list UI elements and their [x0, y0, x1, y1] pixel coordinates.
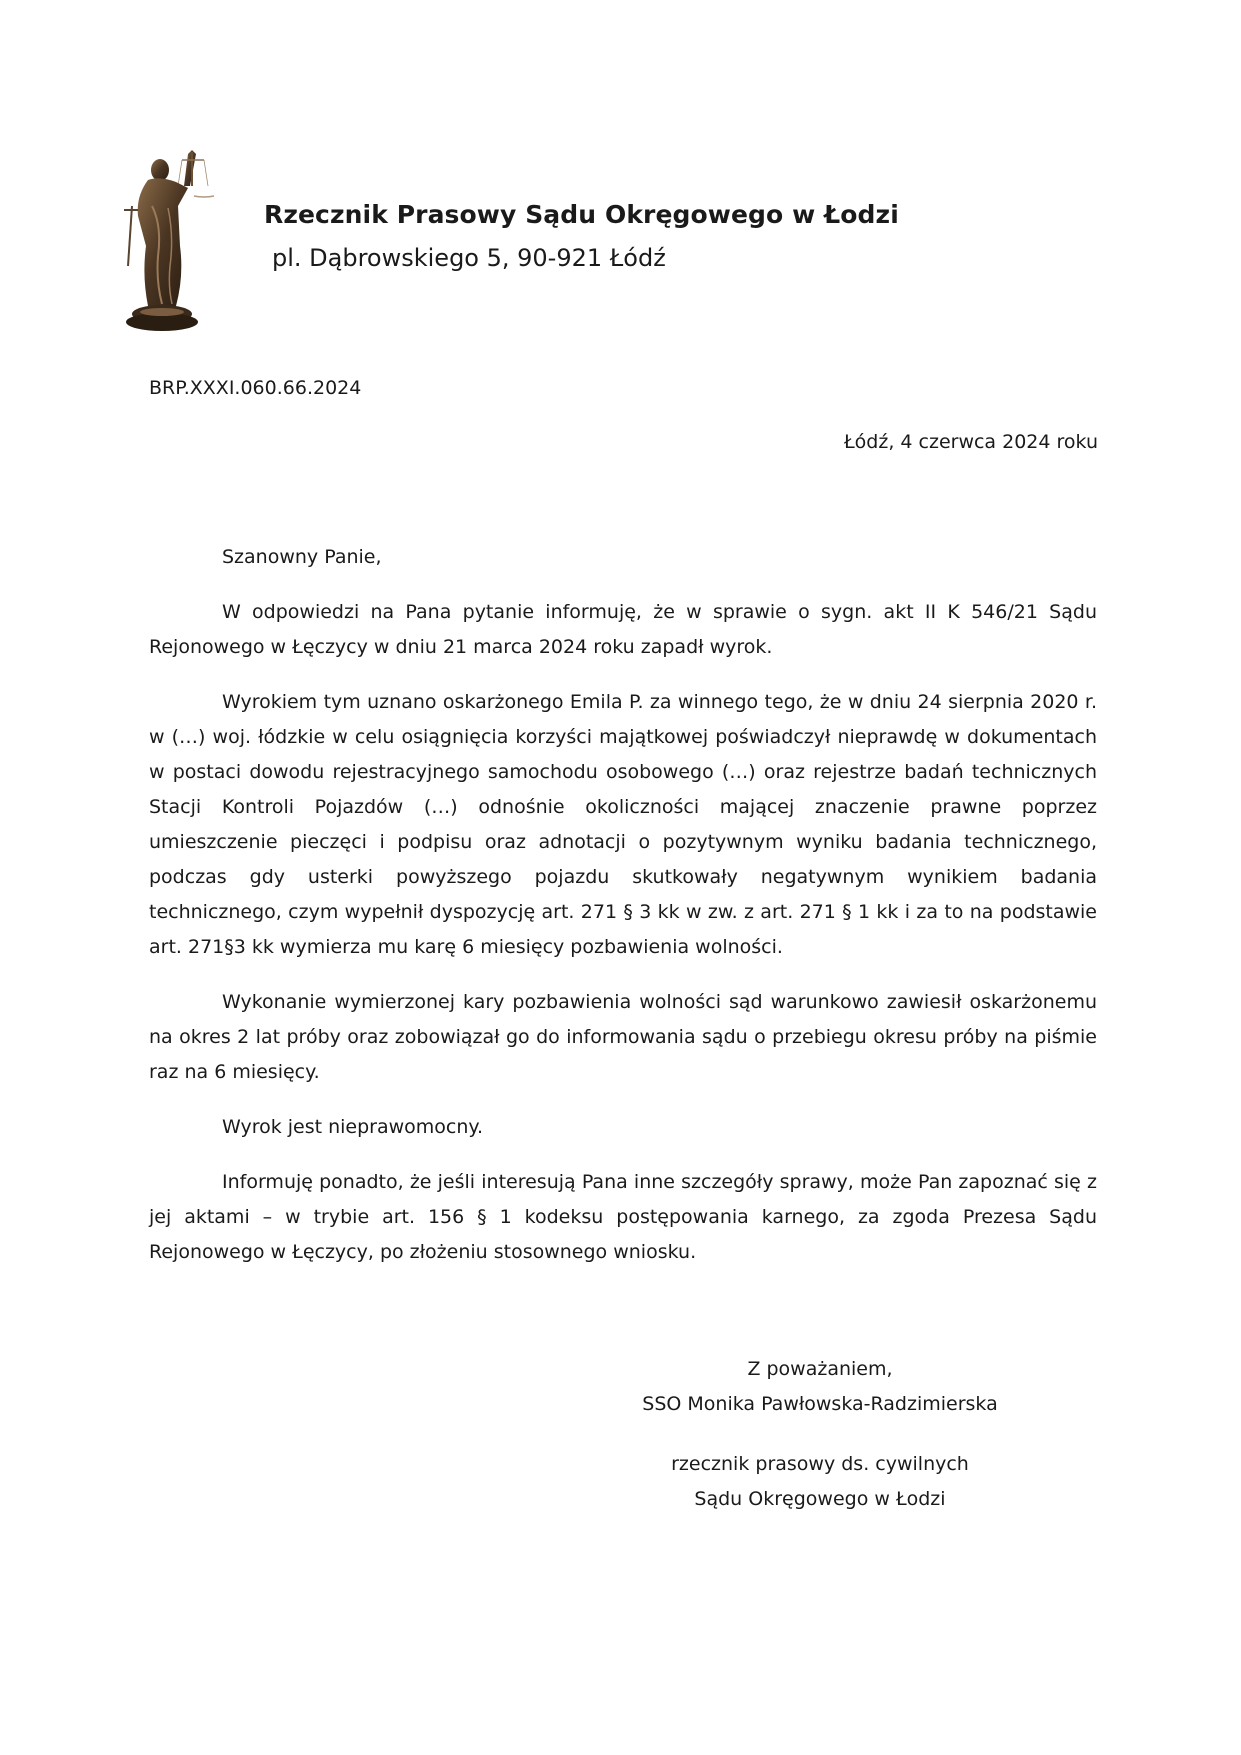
institution-address: pl. Dąbrowskiego 5, 90-921 Łódź [272, 244, 666, 272]
signature-block [600, 1352, 1040, 1517]
lady-justice-statue-icon [118, 146, 228, 336]
institution-name: Rzecznik Prasowy Sądu Okręgowego w Łodzi [264, 200, 899, 229]
signature-spacer [600, 1422, 1040, 1447]
letter-date: Łódź, 4 czerwca 2024 roku [843, 431, 1098, 453]
letter-body [149, 540, 1097, 1290]
salutation: Szanowny Panie, [222, 546, 382, 568]
letter-paragraph: Wyrokiem tym uznano oskarżonego Emila P. za winnego tego, że w dniu 24 sierpnia 2020 r. w (…) woj. łódzkie w celu osiągnięcia korzyści majątkowej poświadczył nieprawdę w dokumentach w postaci dowodu rejestracyjnego samochodu osobowego (…) oraz rejestrze badań technicznych Stacji Kontroli Pojazdów (…) odnośnie okoliczności mającej znaczenie prawne poprzez umieszczenie pieczęci i podpisu oraz adnotacji o pozytywnym wyniku badania technicznego, podczas gdy usterki powyższego pojazdu skutkowały negatywnym wynikiem badania technicznego, czym wypełnił dyspozycję art. 271 § 3 kk w zw. z art. 271 § 1 kk i za to na podstawie art. 271§3 kk wymierza mu karę 6 miesięcy pozbawienia wolności. [149, 691, 1097, 958]
letter-paragraph: W odpowiedzi na Pana pytanie informuję, że w sprawie o sygn. akt II K 546/21 Sądu Rejonowego w Łęczycy w dniu 21 marca 2024 roku zapadł wyrok. [149, 601, 1097, 658]
closing-phrase: Z poważaniem, [747, 1358, 893, 1380]
letter-paragraph: Informuję ponadto, że jeśli interesują Pana inne szczegóły sprawy, może Pan zapoznać się z jej aktami – w trybie art. 156 § 1 kodeksu postępowania karnego, za zgoda Prezesa Sądu Rejonowego w Łęczycy, po złożeniu stosownego wniosku. [149, 1171, 1097, 1263]
letter-paragraph: Wykonanie wymierzonej kary pozbawienia wolności sąd warunkowo zawiesił oskarżonemu na okres 2 lat próby oraz zobowiązał go do informowania sądu o przebiegu okresu próby na piśmie raz na 6 miesięcy. [149, 991, 1097, 1083]
signer-role: rzecznik prasowy ds. cywilnych [671, 1453, 969, 1475]
reference-number: BRP.XXXI.060.66.2024 [149, 377, 362, 399]
signer-name: SSO Monika Pawłowska-Radzimierska [642, 1393, 998, 1415]
signer-court: Sądu Okręgowego w Łodzi [694, 1488, 946, 1510]
letter-paragraph: Wyrok jest nieprawomocny. [222, 1116, 483, 1138]
